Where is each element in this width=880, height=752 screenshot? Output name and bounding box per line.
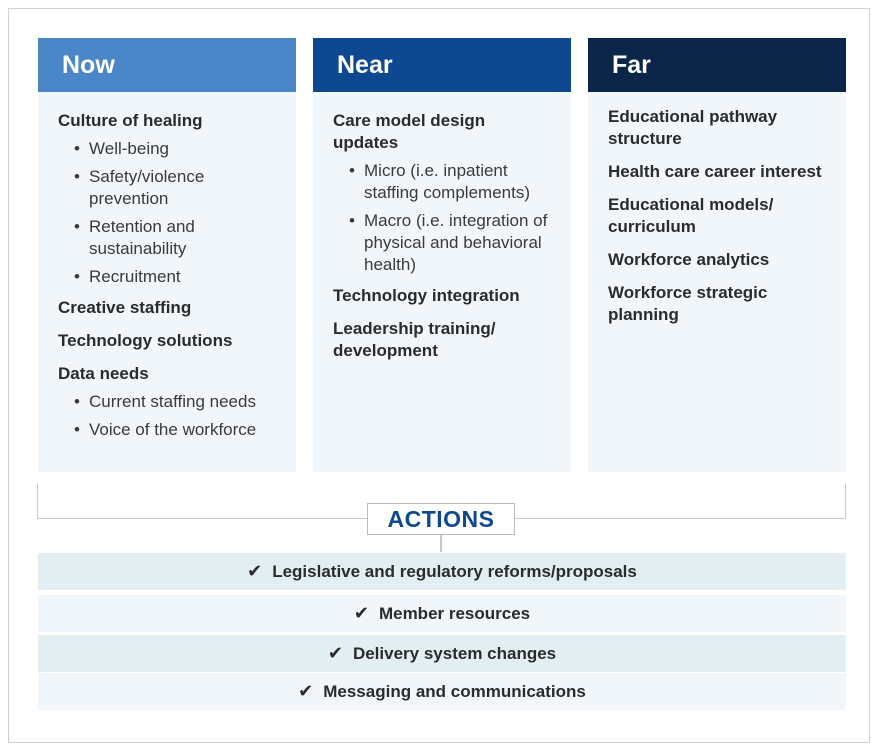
bullet-list [58, 138, 278, 288]
heading-workforce-strategic-planning: Workforce strategic planning [608, 283, 768, 324]
heading-creative-staffing: Creative staffing [58, 298, 192, 317]
column-near [313, 38, 571, 472]
bullet-item: • Current staffing needs [58, 391, 278, 413]
bullet-item: • Macro (i.e. integration of physical and behavioral health) [333, 210, 553, 276]
action-row [38, 595, 846, 632]
action-row [38, 673, 846, 710]
heading-workforce-analytics: Workforce analytics [608, 250, 770, 269]
heading-technology-solutions: Technology solutions [58, 331, 233, 350]
heading-care-model-design: Care model design updates [333, 111, 486, 152]
check-mark-icon: ✔ [327, 643, 343, 663]
heading-educational-models: Educational models/ curriculum [608, 195, 774, 236]
bullet-item: • Recruitment [58, 266, 278, 288]
bullet-item: • Safety/violence prevention [58, 166, 278, 210]
action-row [38, 635, 846, 672]
column-body-far [588, 92, 846, 326]
action-row [38, 553, 846, 590]
bullet-list [333, 160, 553, 276]
action-label: Member resources [378, 603, 531, 623]
check-mark-icon: ✔ [298, 681, 314, 701]
heading-leadership-training: Leadership training/ development [333, 319, 496, 360]
column-header-far: Far [588, 38, 846, 92]
column-body-now [38, 92, 296, 441]
column-header-near: Near [313, 38, 571, 92]
actions-label: ACTIONS [367, 503, 515, 535]
column-body-near [313, 92, 571, 362]
check-mark-icon: ✔ [247, 561, 263, 581]
column-header-now: Now [38, 38, 296, 92]
column-now [38, 38, 296, 472]
bullet-item: • Micro (i.e. inpatient staffing complements) [333, 160, 553, 204]
column-far [588, 38, 846, 472]
action-label: Legislative and regulatory reforms/proposals [272, 561, 637, 581]
connector-stem [440, 534, 442, 552]
bullet-list [58, 391, 278, 441]
heading-culture-of-healing: Culture of healing [58, 111, 203, 130]
heading-health-care-career: Health care career interest [608, 162, 822, 181]
bullet-item: • Retention and sustainability [58, 216, 278, 260]
bullet-item: • Voice of the workforce [58, 419, 278, 441]
heading-data-needs: Data needs [58, 364, 149, 383]
heading-technology-integration: Technology integration [333, 286, 520, 305]
bullet-item: • Well-being [58, 138, 278, 160]
check-mark-icon: ✔ [353, 603, 369, 623]
heading-educational-pathway: Educational pathway structure [608, 107, 778, 148]
action-label: Messaging and communications [323, 681, 586, 701]
action-label: Delivery system changes [352, 643, 557, 663]
